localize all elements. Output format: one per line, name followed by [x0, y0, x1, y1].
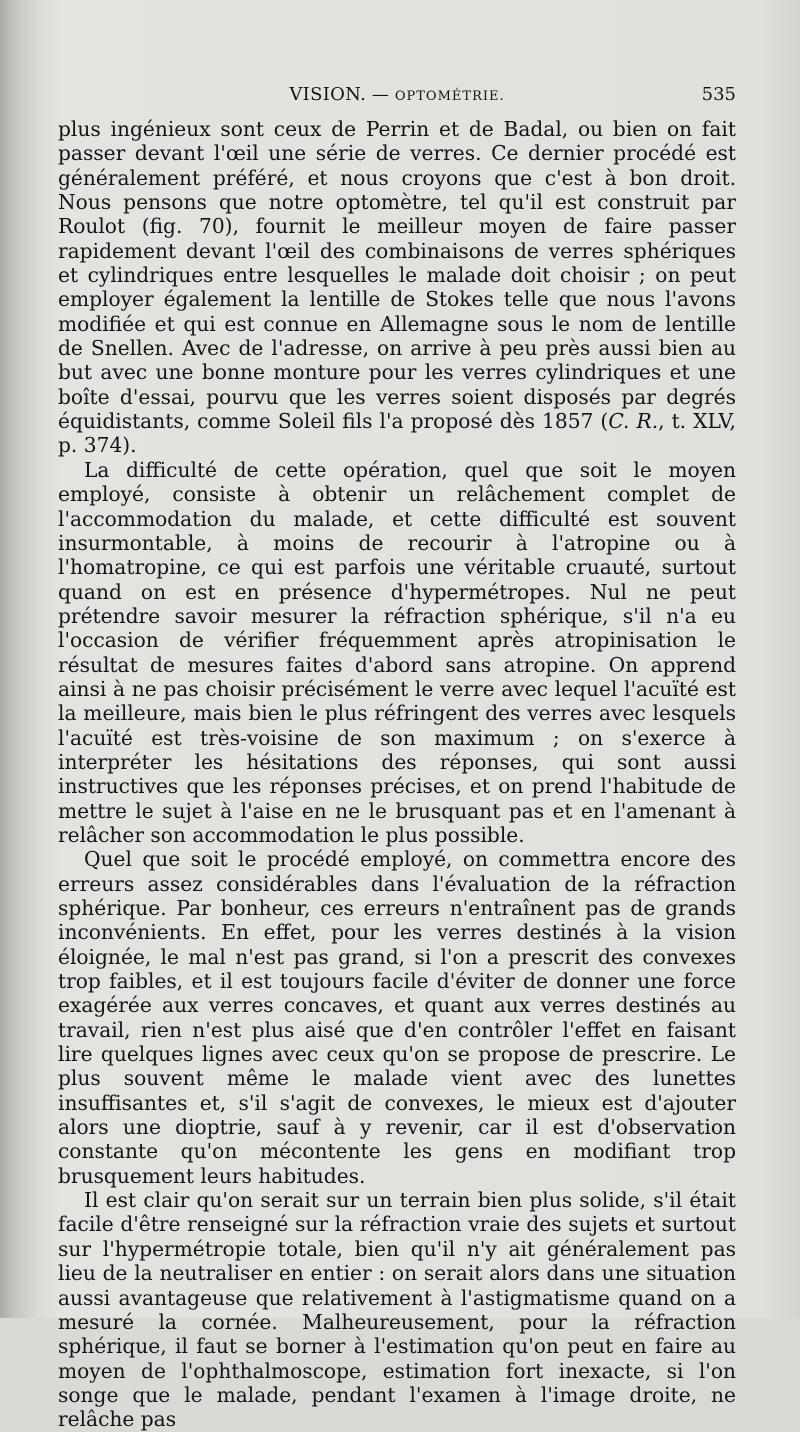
- running-title-main: VISION.: [289, 84, 367, 105]
- paragraph-4: Il est clair qu'on serait sur un terrain bien plus solide, s'il était facile d'être renseigné sur la réfraction vraie des sujets et surtout sur l'hypermétropie totale, bien qu'il n'y ait généralement pas lieu de la neutraliser en entier : on serait alors dans une situation aussi avantageuse que relativement à l'astigmatisme quand on a mesuré la cornée. Malheureusement, pour la réfraction sphérique, il faut se borner à l'estimation qu'on peut en faire au moyen de l'ophthalmoscope, estimation fort inexacte, si l'on songe que le malade, pendant l'examen à l'image droite, ne relâche pas: [58, 1188, 736, 1432]
- paragraph-1-text: plus ingénieux sont ceux de Perrin et de Badal, ou bien on fait passer devant l'œil une série de verres. Ce dernier procédé est généralement préféré, et nous croyons que c'est à bon droit. Nous pensons que notre optomètre, tel qu'il est construit par Roulot (fig. 70), fournit le meilleur moyen de faire passer rapidement devant l'œil des combinaisons de verres sphériques et cylindriques entre lesquelles le malade doit choisir ; on peut employer également la lentille de Stokes telle que nous l'avons modifiée et qui est connue en Allemagne sous le nom de lentille de Snellen. Avec de l'adresse, on arrive à peu près aussi bien au but avec une bonne monture pour les verres cylindriques et une boîte d'essai, pourvu que les verres soient disposés par degrés équidistants, comme Soleil fils l'a proposé dès 1857 (: [58, 117, 736, 434]
- paragraph-2: La difficulté de cette opération, quel que soit le moyen employé, consiste à obtenir un relâchement complet de l'accommodation du malade, et cette difficulté est souvent insurmontable, à moins de recourir à l'atropine ou à l'homatropine, ce qui est parfois une véritable cruauté, surtout quand on est en présence d'hypermétropes. Nul ne peut prétendre savoir mesurer la réfraction sphérique, s'il n'a eu l'occasion de vérifier fréquemment après atropinisation le résultat de mesures faites d'abord sans atropine. On apprend ainsi à ne pas choisir précisément le verre avec lequel l'acuïté est la meilleure, mais bien le plus réfringent des verres avec lesquels l'acuïté est très-voisine de son maximum ; on s'exerce à interpréter les hésitations des réponses, qui sont aussi instructives que les réponses précises, et on prend l'habitude de mettre le sujet à l'aise en ne le brusquant pas et en l'amenant à relâcher son accommodation le plus possible.: [58, 457, 736, 847]
- body-text: [58, 117, 736, 1432]
- running-title: [58, 84, 736, 105]
- citation-reference: C. R.: [608, 409, 659, 434]
- paragraph-1: [58, 117, 736, 458]
- paragraph-1-text-end: , t. XLV, p. 374).: [58, 409, 736, 458]
- running-title-sub: OPTOMÉTRIE.: [394, 89, 505, 104]
- page-number: 535: [701, 84, 736, 105]
- running-title-separator: —: [371, 85, 390, 105]
- paragraph-3: Quel que soit le procédé employé, on commettra encore des erreurs assez considérables dans l'évaluation de la réfraction sphérique. Par bonheur, ces erreurs n'entraînent pas de grands inconvénients. En effet, pour les verres destinés à la vision éloignée, le mal n'est pas grand, si l'on a prescrit des convexes trop faibles, et il est toujours facile d'éviter de donner une force exagérée aux verres concaves, et quant aux verres destinés au travail, rien n'est plus aisé que d'en contrôler l'effet en faisant lire quelques lignes avec ceux qu'on se propose de prescrire. Le plus souvent même le malade vient avec des lunettes insuffisantes et, s'il s'agit de convexes, le mieux est d'ajouter alors une dioptrie, sauf à y revenir, car il est d'observation constante qu'on mécontente les gens en modifiant trop brusquement leurs habitudes.: [58, 847, 736, 1188]
- page-header: [58, 84, 736, 114]
